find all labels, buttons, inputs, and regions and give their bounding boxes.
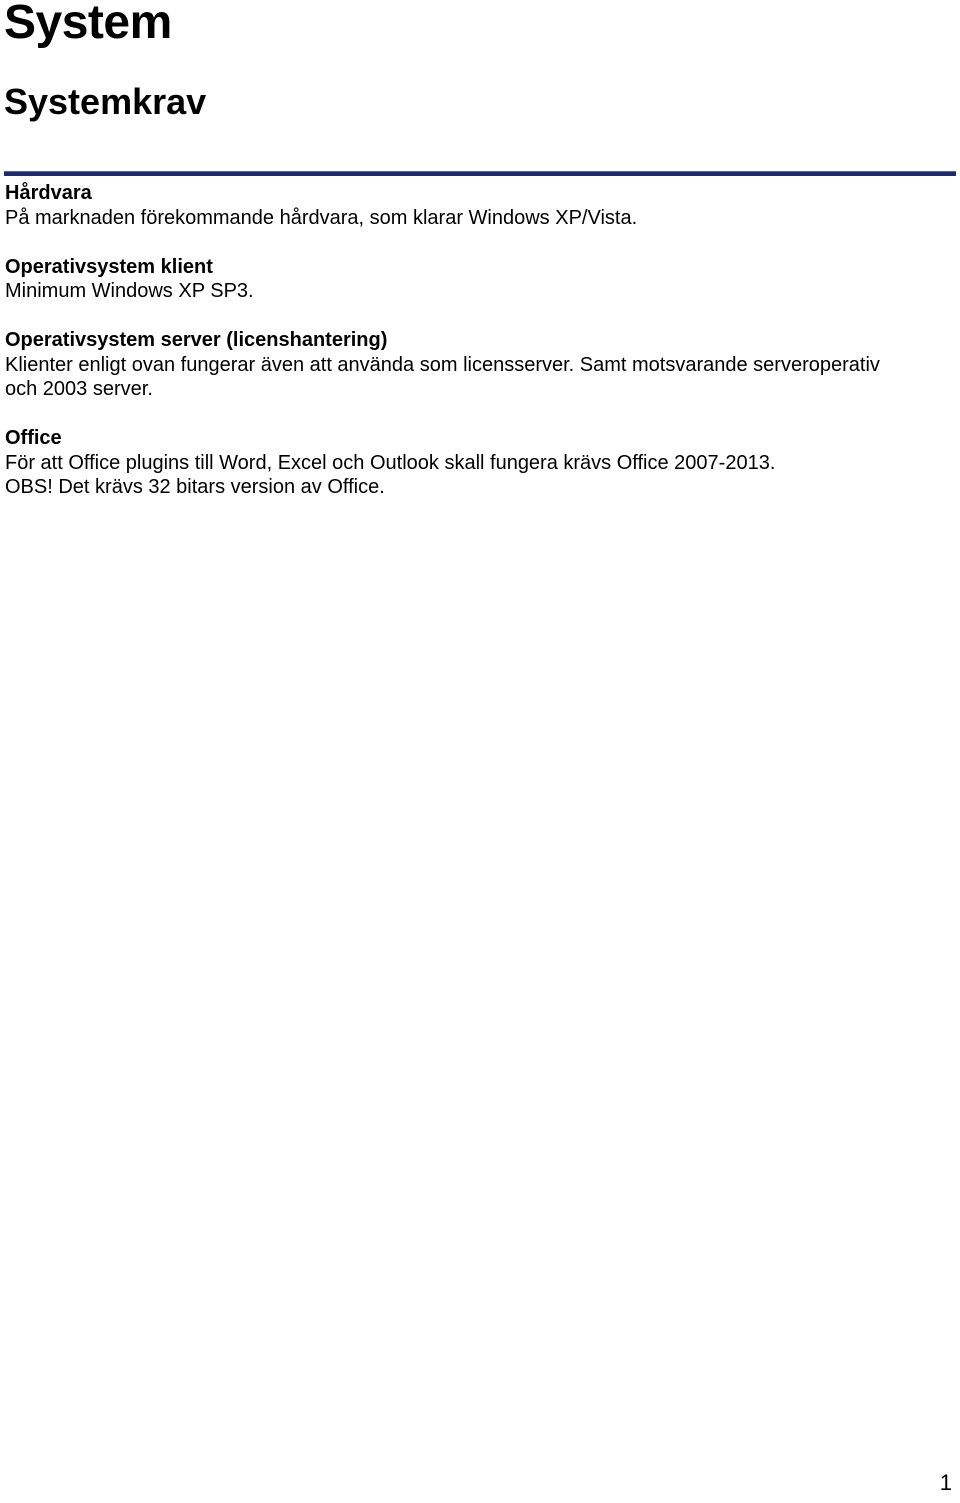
section-text: På marknaden förekommande hårdvara, som klarar Windows XP/Vista.: [5, 206, 638, 229]
section-text: Klienter enligt ovan fungerar även att använda som licensserver. Samt motsvarande serveroperativ: [5, 353, 880, 376]
page-number: 1: [939, 1470, 952, 1495]
section-heading: Operativsystem server (licenshantering): [5, 329, 388, 351]
header-divider: [4, 171, 956, 176]
document-body: [5, 181, 955, 524]
section-os-server: [5, 328, 955, 402]
section-text: OBS! Det krävs 32 bitars version av Office.: [5, 476, 385, 498]
section-os-client: [5, 255, 955, 304]
section-hardware: [5, 181, 955, 230]
section-heading: Office: [5, 427, 62, 449]
section-heading: Operativsystem klient: [5, 255, 213, 278]
section-text: och 2003 server.: [5, 378, 153, 400]
section-text: För att Office plugins till Word, Excel och Outlook skall fungera krävs Office 2007-2013.: [5, 451, 776, 474]
section-office: [5, 426, 955, 500]
section-heading: Hårdvara: [5, 182, 92, 204]
section-text: Minimum Windows XP SP3.: [5, 280, 254, 302]
page-subtitle: Systemkrav: [4, 81, 207, 122]
page-title: System: [4, 0, 172, 49]
